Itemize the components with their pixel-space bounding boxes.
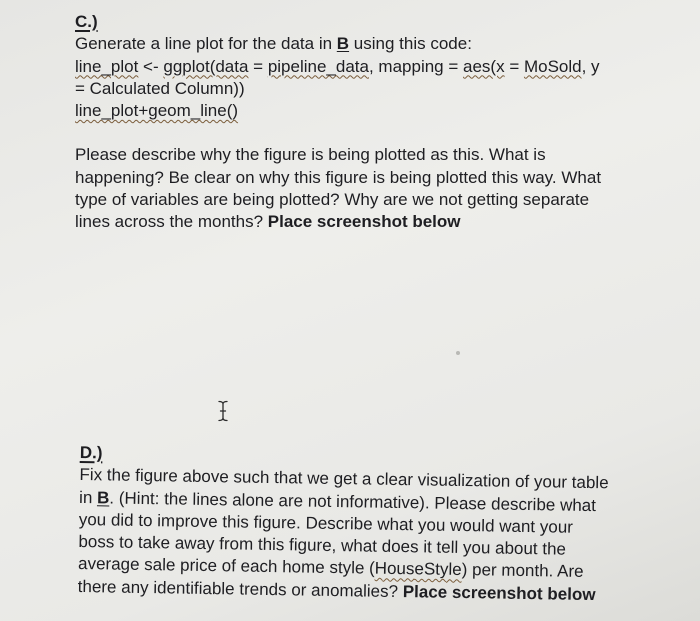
section-d-heading: D.)	[79, 442, 103, 463]
section-d-line-2: in B. (Hint: the lines alone are not informative). Please describe what	[78, 487, 597, 515]
code-line-2: = Calculated Column))	[75, 78, 245, 98]
place-screenshot-instruction: Place screenshot below	[267, 212, 461, 232]
paper-smudge	[456, 351, 460, 355]
section-c-heading: C.)	[75, 12, 98, 31]
text-cursor-icon	[216, 400, 230, 422]
section-c-paragraph-line-1: Please describe why the figure is being plotted as this. What is	[75, 145, 546, 165]
code-line-3: line_plot+geom_line()	[75, 101, 239, 121]
section-d-line-4: boss to take away from this figure, what does it tell you about the	[78, 532, 567, 559]
housestyle-term: HouseStyle	[374, 559, 462, 580]
section-d-line-5: average sale price of each home style (HouseStyle) per month. Are	[77, 554, 584, 582]
section-d-line-3: you did to improve this figure. Describe what you would want your	[78, 509, 574, 537]
code-line-1: line_plot <- ggplot(data = pipeline_data, mapping = aes(x = MoSold, y	[75, 56, 600, 76]
section-c	[75, 11, 635, 234]
section-c-paragraph-line-2: happening? Be clear on why this figure is being plotted this way. What	[75, 167, 602, 187]
table-reference-b: B	[336, 34, 350, 54]
section-c-paragraph-line-4: lines across the months? Place screenshot below	[75, 212, 461, 232]
section-d-line-1: Fix the figure above such that we get a clear visualization of your table	[79, 465, 609, 493]
place-screenshot-instruction: Place screenshot below	[402, 581, 596, 604]
table-reference-b: B	[96, 487, 110, 508]
section-c-intro: Generate a line plot for the data in B using this code:	[75, 34, 472, 54]
section-d-line-6: there any identifiable trends or anomalies? Place screenshot below	[77, 576, 596, 604]
section-d	[78, 442, 640, 607]
section-c-paragraph-line-3: type of variables are being plotted? Why are we not getting separate	[75, 190, 590, 210]
